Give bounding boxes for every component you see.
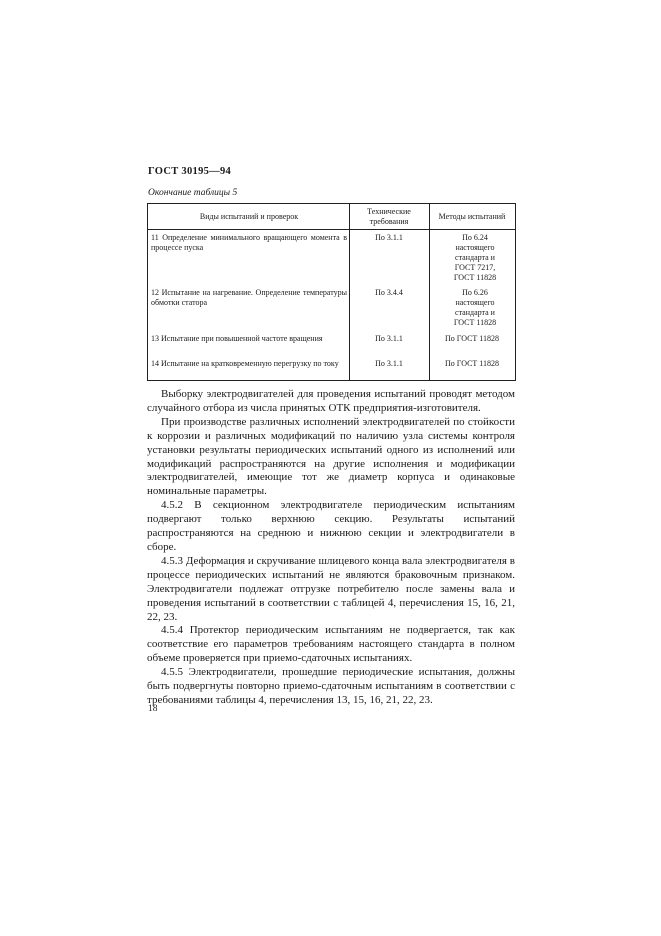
table-row-method: По 6.26 настоящего стандарта и ГОСТ 11828 [453,288,497,327]
header-methods: Методы испытаний [438,212,506,221]
paragraph: 4.5.4 Протектор периодическим испытаниям не подвергается, так как соответствие его параметров требованиям настоящего стандарта в полном объеме проверяется при приемо-сдаточных испытаниях. [147,624,515,665]
doc-code: ГОСТ 30195—94 [148,166,232,177]
paragraph: 4.5.3 Деформация и скручивание шлицевого конца вала электродвигателя в процессе периодических испытаний не являются браковочным признаком. Электродвигатели подлежат отгрузке потребителю после замены вала и проведения испытаний в соответствии с таблицей 4, перечисления 15, 16, 21, 22, 23. [147,554,515,623]
table-row-requirement: По 3.4.4 [375,288,403,297]
table-row-requirement: По 3.1.1 [375,233,403,242]
table-row-requirement: По 3.1.1 [375,359,403,368]
body-text [147,388,515,708]
paragraph: При производстве различных исполнений электродвигателей по стойкости к коррозии и различных модификаций по наличию узла системы контроля установки результаты периодических испытаний одного из исполнений или модификаций распространяются на другие исполнения и модификации электродвигателей, имеющие тот же диаметр корпуса и одинаковые номинальные параметры. [147,415,515,498]
table-row-name: 11 Определение минимального вращающего момента в процессе пуска [151,233,347,252]
table-row-name: 14 Испытание на кратковременную перегрузку по току [151,359,339,368]
table-row-method: По ГОСТ 11828 [444,359,499,368]
table-row-name: 12 Испытание на нагревание. Определение температуры обмотки статора [151,288,347,307]
table-row-requirement: По 3.1.1 [375,334,403,343]
table-row-name: 13 Испытание при повышенной частоте вращения [151,334,323,343]
column-divider [429,204,430,380]
header-tests: Виды испытаний и проверок [199,212,299,221]
paragraph: Выборку электродвигателей для проведения испытаний проводят методом случайного отбора из числа принятых ОТК предприятия-изготовителя. [147,388,515,414]
column-divider [349,204,350,380]
table-caption: Окончание таблицы 5 [148,188,238,198]
header-requirements: Технические требования [367,207,411,226]
tests-table [147,203,516,381]
header-divider [148,229,515,230]
table-row-method: По 6.24 настоящего стандарта и ГОСТ 7217, ГОСТ 11828 [453,233,497,282]
table-row-method: По ГОСТ 11828 [444,334,499,343]
paragraph: 4.5.2 В секционном электродвигателе периодическим испытаниям подвергают только верхнюю секцию. Результаты испытаний распространяются на среднюю и нижнюю секции и электродвигатели в сборе. [147,499,515,553]
paragraph: 4.5.5 Электродвигатели, прошедшие периодические испытания, должны быть подвергнуты повторно приемо-сдаточным испытаниям в соответствии с требованиями таблицы 4, перечисления 13, 15, 16, 21, 22, 23. [147,666,515,706]
page-number: 18 [148,704,158,714]
